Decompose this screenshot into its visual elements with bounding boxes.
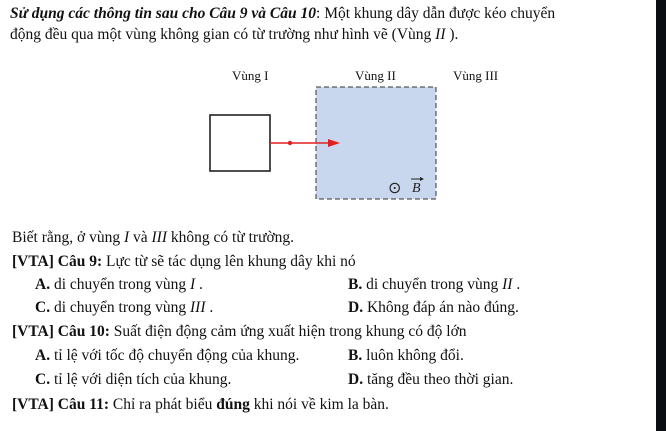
- note-mid: và: [129, 229, 152, 246]
- question-11-pre: Chỉ ra phát biểu: [109, 396, 217, 413]
- q9-c-end: .: [205, 299, 214, 316]
- q9-a-text: di chuyển trong vùng: [50, 276, 190, 293]
- q9-a-end: .: [195, 276, 203, 293]
- q10-b-label: B.: [348, 347, 363, 364]
- zone-3-label: Vùng III: [453, 68, 499, 83]
- intro-line-1: [10, 4, 555, 24]
- question-9: [12, 252, 356, 272]
- q9-b-label: B.: [348, 276, 363, 293]
- q9-c-zone: III: [190, 299, 206, 316]
- q10-a-label: A.: [35, 347, 51, 364]
- q9-a-zone: I: [190, 276, 196, 293]
- q10-d-text: tăng đều theo thời gian.: [363, 371, 514, 388]
- q10-b-text: luôn không đổi.: [362, 347, 464, 364]
- q9-b-text: di chuyển trong vùng: [362, 276, 503, 293]
- note-line: [12, 228, 294, 248]
- dark-edge-strip: [656, 0, 666, 431]
- q9-b-zone: II: [502, 276, 513, 293]
- question-11-tag: [VTA] Câu 11:: [12, 396, 110, 413]
- q10-d-label: D.: [348, 371, 364, 388]
- question-9-text: Lực từ sẽ tác dụng lên khung dây khi nó: [102, 253, 356, 270]
- intro-line2-post: ).: [445, 26, 459, 43]
- question-10-tag: [VTA] Câu 10:: [12, 323, 110, 340]
- intro-line1-rest: : Một khung dây dẫn được kéo chuyển: [316, 5, 556, 22]
- q9-answer-a: [35, 275, 203, 295]
- arrow-start-dot: [288, 141, 292, 145]
- q10-answer-c: [35, 370, 231, 390]
- q9-answer-c: [35, 298, 213, 318]
- question-11: [12, 395, 389, 415]
- wire-frame-square: [210, 115, 270, 171]
- q9-d-text: Không đáp án nào đúng.: [363, 299, 519, 316]
- q9-answer-b: [348, 275, 520, 295]
- q9-c-text: di chuyển trong vùng: [50, 299, 190, 316]
- note-post: không có từ trường.: [167, 229, 295, 246]
- question-10-text: Suất điện động cảm ứng xuất hiện trong khung có độ lớn: [109, 323, 467, 340]
- intro-zone: II: [435, 26, 446, 43]
- q10-c-label: C.: [35, 371, 51, 388]
- note-zone-3: III: [151, 229, 168, 246]
- question-11-bold: đúng: [216, 396, 250, 413]
- q9-answer-d: [348, 298, 519, 318]
- q10-answer-a: [35, 346, 299, 366]
- note-pre: Biết rằng, ở vùng: [12, 229, 124, 246]
- zone-2-label: Vùng II: [355, 68, 396, 83]
- q9-b-end: .: [512, 276, 521, 293]
- note-zone-1: I: [123, 229, 130, 246]
- intro-line-2: [10, 25, 458, 45]
- question-11-post: khi nói về kim la bàn.: [249, 396, 389, 413]
- q9-a-label: A.: [35, 276, 51, 293]
- q10-a-text: tỉ lệ với tốc độ chuyển động của khung.: [50, 347, 300, 364]
- zone-1-label: Vùng I: [232, 68, 269, 83]
- magnetic-field-figure: [180, 85, 450, 205]
- q10-answer-d: [348, 370, 513, 390]
- q9-c-label: C.: [35, 299, 51, 316]
- q10-answer-b: [348, 346, 464, 366]
- q10-c-text: tỉ lệ với diện tích của khung.: [50, 371, 232, 388]
- intro-line2-pre: động đều qua một vùng không gian có từ trường như hình vẽ (Vùng: [10, 26, 436, 43]
- intro-bold-lead: Sử dụng các thông tin sau cho Câu 9 và Câu 10: [10, 5, 317, 22]
- question-9-tag: [VTA] Câu 9:: [12, 253, 103, 270]
- q9-d-label: D.: [348, 299, 364, 316]
- question-10: [12, 322, 467, 342]
- field-out-of-page-icon: ⊙: [388, 178, 402, 197]
- field-vector-label: B: [412, 181, 421, 196]
